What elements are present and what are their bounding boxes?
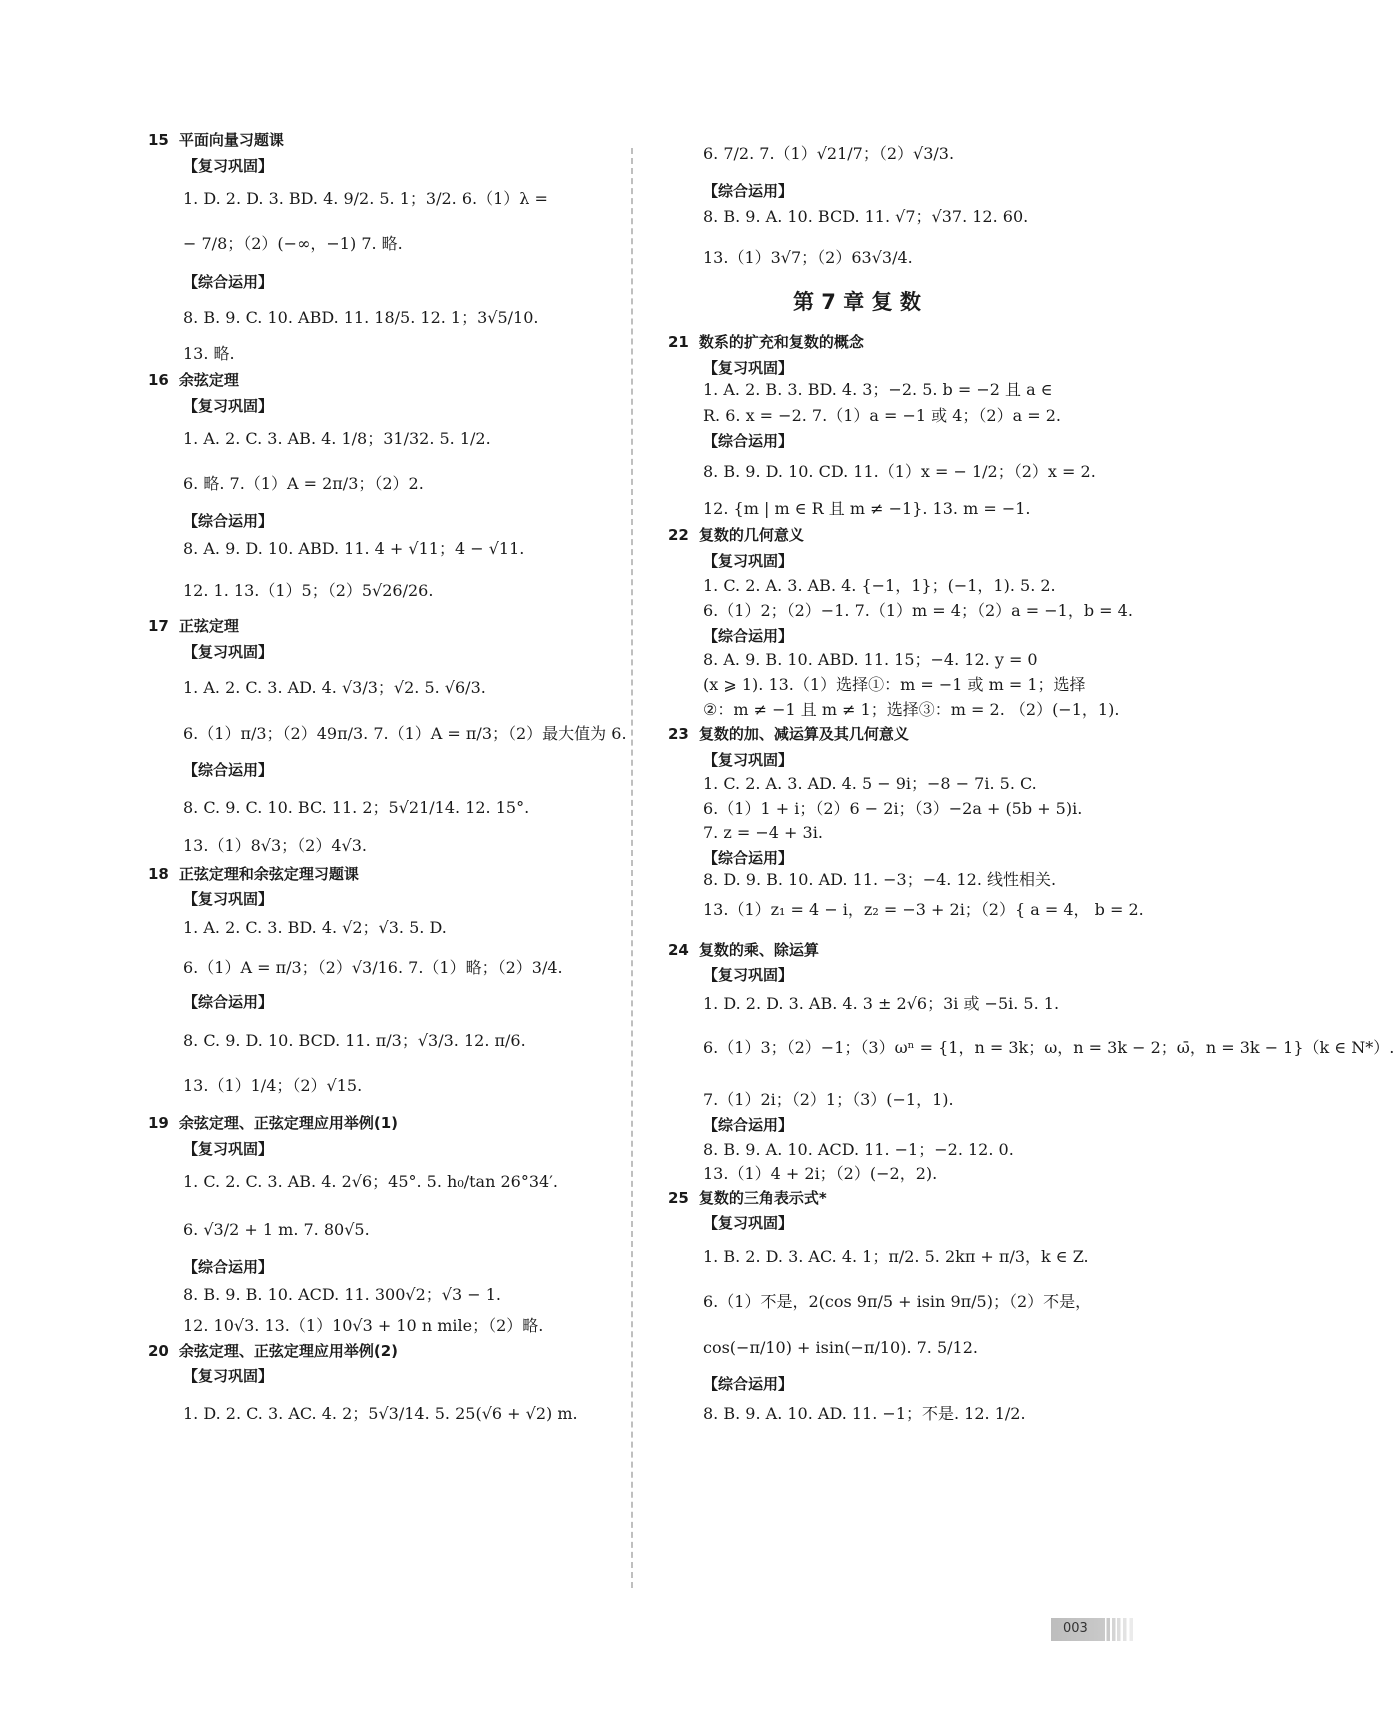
answer-line [183,796,529,820]
answer-line [183,1402,578,1426]
answer-text: 1. A. 2. C. 3. BD. 4. √2；√3. 5. D. [183,918,447,937]
subsection-tag-text: 【综合运用】 [183,273,274,291]
answer-line [703,574,1056,598]
answer-text: 8. A. 9. B. 10. ABD. 11. 15；−4. 12. y = 0 [703,650,1038,669]
column-divider [631,148,633,1588]
answer-text: 8. C. 9. C. 10. BC. 11. 2；5√21/14. 12. 15°. [183,798,530,817]
section-title: 复数的三角表示式* [698,1189,827,1207]
section-heading [148,614,239,638]
answer-line [183,1218,370,1242]
answer-line [703,1290,1091,1314]
answer-text: 1. A. 2. C. 3. AD. 4. √3/3；√2. 5. √6/3. [183,678,486,697]
section-number: 21 [668,333,689,351]
answer-line [703,460,1096,484]
answer-line [183,472,424,496]
answer-line [183,187,548,211]
answer-text: 6. √3/2 + 1 m. 7. 80√5. [183,1220,370,1239]
subsection-tag [703,429,793,453]
answer-line [183,1314,543,1338]
answer-text: 8. B. 9. B. 10. ACD. 11. 300√2；√3 − 1. [183,1285,501,1304]
subsection-tag-text: 【综合运用】 [703,849,794,867]
subsection-tag [183,1255,273,1279]
subsection-tag-text: 【综合运用】 [183,993,274,1011]
subsection-tag-text: 【复习巩固】 [703,1214,794,1232]
answer-text: 1. C. 2. A. 3. AD. 4. 5 − 9i；−8 − 7i. 5. C. [703,774,1037,793]
answer-text: 6.（1）A = π/3；（2）√3/16. 7.（1）略；（2）3/4. [183,958,563,977]
answer-line [183,579,433,603]
answer-line [183,722,627,746]
answer-text: cos(−π/10) + isin(−π/10). 7. 5/12. [703,1338,978,1357]
section-number: 17 [148,617,169,635]
section-number: 22 [668,526,689,544]
section-heading [668,1186,827,1210]
subsection-tag-text: 【复习巩固】 [183,1367,274,1385]
subsection-tag [183,1364,273,1388]
answer-text: 6. 7/2. 7.（1）√21/7；（2）√3/3. [703,144,955,163]
answer-line [183,232,403,256]
answer-line [703,1036,1394,1060]
section-heading [668,523,804,547]
subsection-tag [183,990,273,1014]
answer-line [703,205,1028,229]
subsection-tag [703,179,793,203]
section-heading [668,938,819,962]
answer-line [183,834,367,858]
answer-line [703,1088,954,1112]
answer-line [703,648,1038,672]
subsection-tag [183,640,273,664]
answer-text: 13.（1）3√7；（2）63√3/4. [703,248,913,267]
answer-line [703,1138,1014,1162]
answer-line [703,673,1086,697]
section-number: 18 [148,865,169,883]
answer-line [703,868,1056,892]
section-title: 复数的加、减运算及其几何意义 [698,725,909,743]
section-heading [148,1111,398,1135]
subsection-tag-text: 【复习巩固】 [703,552,794,570]
subsection-tag-text: 【复习巩固】 [703,966,794,984]
answer-text: 6.（1）1 + i；（2）6 − 2i；（3）−2a + (5b + 5)i. [703,799,1083,818]
answer-line [703,1336,978,1360]
answer-text: 1. A. 2. B. 3. BD. 4. 3；−2. 5. b = −2 且 a ∈ [703,380,1053,399]
chapter-heading [793,290,921,316]
subsection-tag [183,394,273,418]
section-title: 数系的扩充和复数的概念 [698,333,864,351]
answer-line [703,992,1059,1016]
subsection-tag [183,1137,273,1161]
answer-text: 8. C. 9. D. 10. BCD. 11. π/3；√3/3. 12. π/6. [183,1031,526,1050]
subsection-tag [703,1211,793,1235]
subsection-tag-text: 【复习巩固】 [183,1140,274,1158]
subsection-tag [703,846,793,870]
subsection-tag-text: 【复习巩固】 [703,751,794,769]
answer-line [703,142,954,166]
answer-text: 1. A. 2. C. 3. AB. 4. 1/8；31/32. 5. 1/2. [183,429,491,448]
answer-text: 8. B. 9. A. 10. ACD. 11. −1；−2. 12. 0. [703,1140,1014,1159]
answer-line [703,772,1037,796]
answer-text: 13.（1）z₁ = 4 − i，z₂ = −3 + 2i；（2）{ a = 4， b = 2. [703,900,1144,919]
answer-text: 8. B. 9. A. 10. AD. 11. −1；不是. 12. 1/2. [703,1404,1026,1423]
answer-text: 1. B. 2. D. 3. AC. 4. 1；π/2. 5. 2kπ + π/3，k ∈ Z. [703,1247,1089,1266]
answer-text: 6.（1）2；（2）−1. 7.（1）m = 4；（2）a = −1，b = 4. [703,601,1133,620]
answer-line [183,1283,501,1307]
section-heading [148,1339,398,1363]
answer-line [183,342,235,366]
answer-line [183,427,491,451]
section-number: 19 [148,1114,169,1132]
section-number: 25 [668,1189,689,1207]
answer-text: 8. B. 9. C. 10. ABD. 11. 18/5. 12. 1；3√5/10. [183,308,539,327]
answer-text: 13.（1）8√3；（2）4√3. [183,836,368,855]
section-title: 平面向量习题课 [178,131,284,149]
subsection-tag-text: 【综合运用】 [183,512,274,530]
subsection-tag-text: 【综合运用】 [183,1258,274,1276]
answer-text: 12. 10√3. 13.（1）10√3 + 10 n mile；（2）略. [183,1316,544,1335]
subsection-tag-text: 【复习巩固】 [183,643,274,661]
answer-text: (x ⩾ 1). 13.（1）选择①：m = −1 或 m = 1；选择 [703,675,1086,694]
answer-text: 6.（1）不是，2(cos 9π/5 + isin 9π/5)；（2）不是， [703,1292,1092,1311]
subsection-tag [703,624,793,648]
answer-text: 13.（1）1/4；（2）√15. [183,1076,363,1095]
answer-line [703,1162,937,1186]
section-heading [668,330,864,354]
subsection-tag [703,748,793,772]
section-title: 正弦定理和余弦定理习题课 [178,865,359,883]
section-number: 15 [148,131,169,149]
answer-text: ②：m ≠ −1 且 m ≠ 1；选择③：m = 2. （2）(−1，1). [703,700,1120,719]
subsection-tag [703,356,793,380]
answer-text: 6.（1）π/3；（2）49π/3. 7.（1）A = π/3；（2）最大值为 6. [183,724,627,743]
answer-line [703,246,913,270]
answer-text: 8. A. 9. D. 10. ABD. 11. 4 + √11；4 − √11. [183,539,525,558]
answer-text: 1. D. 2. D. 3. AB. 4. 3 ± 2√6；3i 或 −5i. 5. 1. [703,994,1060,1013]
answer-line [703,1245,1089,1269]
section-title: 复数的几何意义 [698,526,804,544]
answer-line [703,797,1082,821]
section-number: 20 [148,1342,169,1360]
answer-line [703,404,1061,428]
answer-line [183,537,524,561]
answer-line [703,821,823,845]
answer-text: 1. D. 2. D. 3. BD. 4. 9/2. 5. 1；3/2. 6.（1）λ = [183,189,548,208]
subsection-tag [703,1372,793,1396]
answer-line [703,599,1133,623]
page-number-badge [1051,1618,1138,1641]
subsection-tag-text: 【综合运用】 [183,761,274,779]
answer-line [703,378,1053,402]
answer-line [183,916,447,940]
section-heading [668,722,909,746]
answer-text: 8. B. 9. A. 10. BCD. 11. √7；√37. 12. 60. [703,207,1029,226]
chapter-title: 第 7 章 复 数 [793,290,921,314]
subsection-tag [183,758,273,782]
section-heading [148,862,359,886]
answer-text: 6. 略. 7.（1）A = 2π/3；（2）2. [183,474,424,493]
subsection-tag [703,963,793,987]
answer-line [183,1074,362,1098]
answer-line [183,1170,558,1194]
subsection-tag-text: 【综合运用】 [703,1375,794,1393]
answer-line [703,898,1144,922]
answer-line [703,1402,1026,1426]
answer-line [183,306,539,330]
section-heading [148,128,284,152]
subsection-tag-text: 【综合运用】 [703,627,794,645]
section-title: 余弦定理 [178,371,239,389]
answer-text: 8. B. 9. D. 10. CD. 11.（1）x = − 1/2；（2）x = 2. [703,462,1096,481]
section-title: 复数的乘、除运算 [698,941,819,959]
answer-text: 8. D. 9. B. 10. AD. 11. −3；−4. 12. 线性相关. [703,870,1057,889]
section-number: 24 [668,941,689,959]
section-number: 23 [668,725,689,743]
subsection-tag [703,1113,793,1137]
answer-text: 1. C. 2. C. 3. AB. 4. 2√6；45°. 5. h₀/tan 26°34′. [183,1172,558,1191]
answer-text: 7.（1）2i；（2）1；（3）(−1，1). [703,1090,954,1109]
answer-text: 12. {m | m ∈ R 且 m ≠ −1}. 13. m = −1. [703,499,1031,518]
section-title: 正弦定理 [178,617,239,635]
subsection-tag [183,270,273,294]
subsection-tag-text: 【综合运用】 [703,182,794,200]
answer-text: − 7/8；（2）(−∞，−1) 7. 略. [183,234,403,253]
answer-line [183,676,486,700]
subsection-tag [183,887,273,911]
answer-text: 1. D. 2. C. 3. AC. 4. 2；5√3/14. 5. 25(√6 + √2) m. [183,1404,578,1423]
answer-line [183,1029,526,1053]
subsection-tag [183,509,273,533]
page-number: 003 [1063,1621,1088,1636]
section-heading [148,368,239,392]
subsection-tag-text: 【复习巩固】 [183,397,274,415]
answer-text: 12. 1. 13.（1）5；（2）5√26/26. [183,581,434,600]
answer-text: 6.（1）3；（2）−1；（3）ωⁿ = {1，n = 3k；ω，n = 3k − 2；ω̄，n = 3k − 1}（k ∈ N*）. [703,1038,1394,1057]
section-title: 余弦定理、正弦定理应用举例(1) [178,1114,399,1132]
answer-text: 1. C. 2. A. 3. AB. 4. {−1，1}；(−1，1). 5. 2. [703,576,1056,595]
subsection-tag-text: 【复习巩固】 [183,157,274,175]
section-title: 余弦定理、正弦定理应用举例(2) [178,1342,399,1360]
answer-text: 7. z = −4 + 3i. [703,823,823,842]
answer-text: 13. 略. [183,344,235,363]
subsection-tag-text: 【复习巩固】 [183,890,274,908]
answer-text: 13.（1）4 + 2i；（2）(−2，2). [703,1164,938,1183]
subsection-tag-text: 【综合运用】 [703,1116,794,1134]
answer-line [703,698,1119,722]
subsection-tag [183,154,273,178]
subsection-tag [703,549,793,573]
subsection-tag-text: 【综合运用】 [703,432,794,450]
answer-line [183,956,563,980]
answer-line [703,497,1031,521]
answer-text: R. 6. x = −2. 7.（1）a = −1 或 4；（2）a = 2. [703,406,1061,425]
section-number: 16 [148,371,169,389]
subsection-tag-text: 【复习巩固】 [703,359,794,377]
